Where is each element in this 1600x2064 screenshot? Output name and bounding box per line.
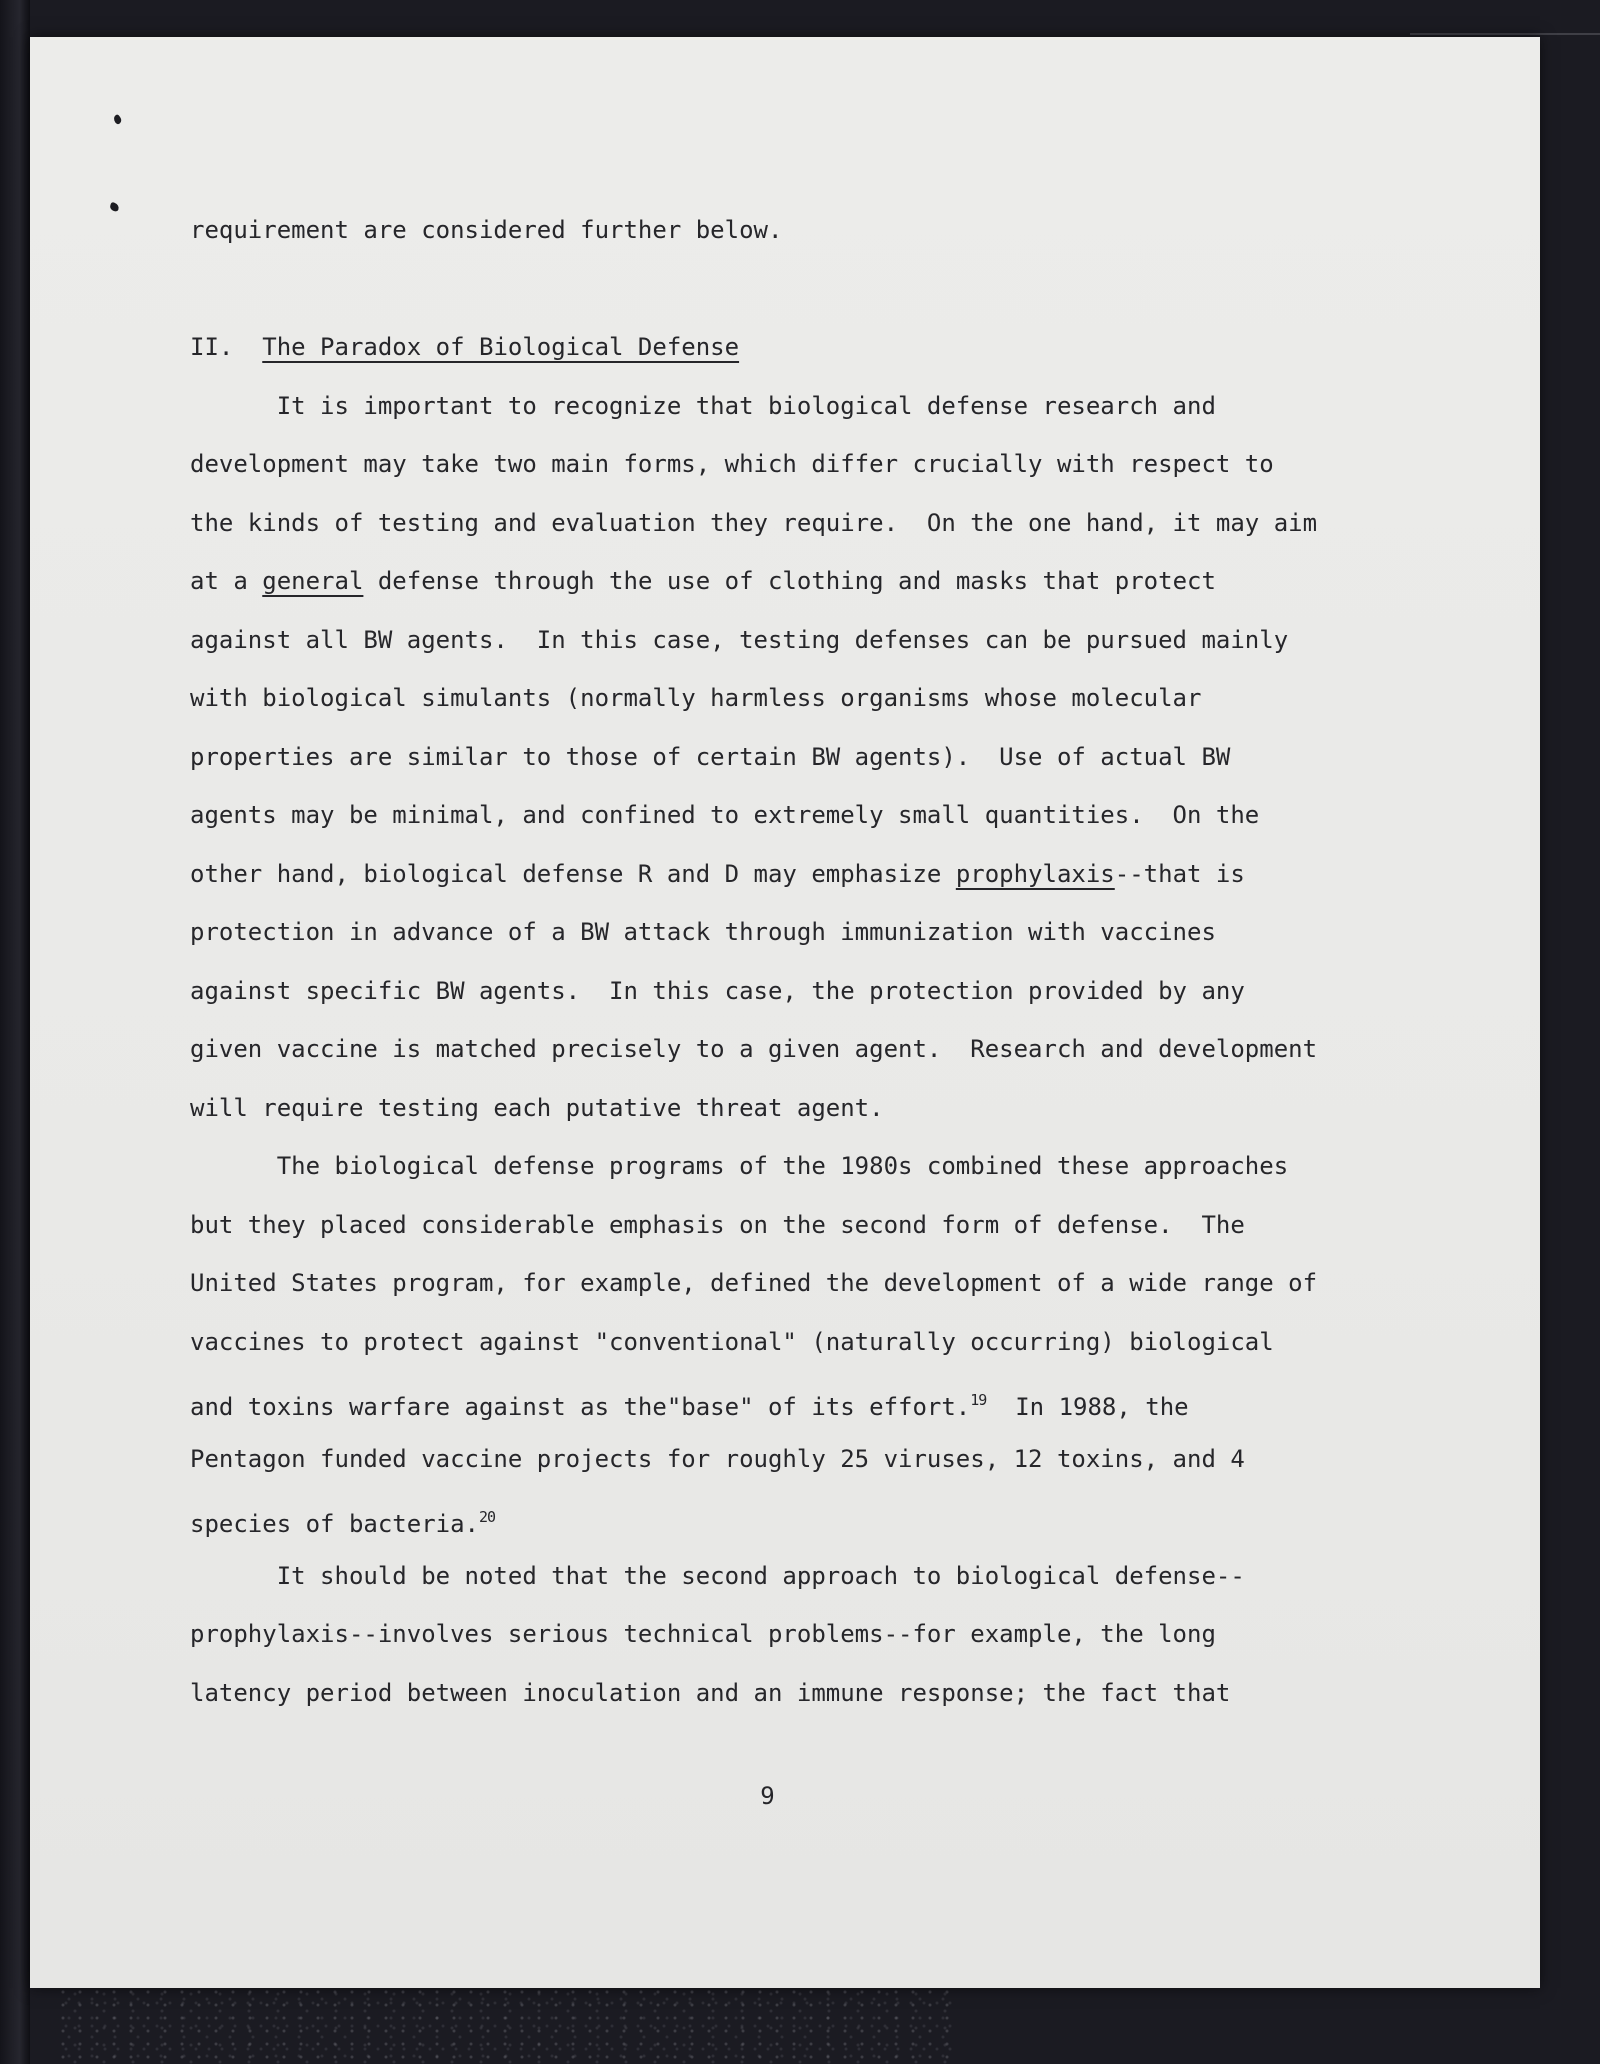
text-line: other hand, biological defense R and D may emphasize prophylaxis--that is — [190, 859, 1245, 888]
text-line: prophylaxis--involves serious technical problems--for example, the long — [190, 1620, 1216, 1648]
text-line: properties are similar to those of certain BW agents). Use of actual BW — [190, 742, 1231, 771]
text-line: United States program, for example, defined the development of a wide range of — [190, 1269, 1318, 1297]
text-line: agents may be minimal, and confined to extremely small quantities. On the — [190, 801, 1260, 829]
text-line: development may take two main forms, which differ crucially with respect to — [190, 450, 1274, 478]
text-line: latency period between inoculation and an immune response; the fact that — [190, 1678, 1231, 1707]
text-line: given vaccine is matched precisely to a given agent. Research and development — [190, 1035, 1318, 1063]
text-line: but they placed considerable emphasis on the second form of defense. The — [190, 1210, 1245, 1239]
page-number: 9 — [760, 1782, 775, 1810]
text-line: against all BW agents. In this case, testing defenses can be pursued mainly — [190, 625, 1289, 654]
ink-speck — [112, 114, 123, 125]
text-line: requirement are considered further below. — [190, 216, 783, 244]
text-line: against specific BW agents. In this case, the protection provided by any — [190, 976, 1245, 1005]
scan-bottom-noise — [60, 1988, 960, 2064]
paper-sheet — [30, 37, 1540, 1988]
text-line: protection in advance of a BW attack through immunization with vaccines — [190, 918, 1216, 946]
document-text — [190, 201, 1380, 1722]
text-line: It should be noted that the second approach to biological defense-- — [190, 1561, 1245, 1590]
text-line: will require testing each putative threat agent. — [190, 1093, 884, 1122]
backing-sheet-edge — [1410, 33, 1600, 35]
text-line: Pentagon funded vaccine projects for roughly 25 viruses, 12 toxins, and 4 — [190, 1444, 1245, 1473]
text-line: It is important to recognize that biological defense research and — [190, 391, 1216, 420]
ink-speck — [109, 202, 120, 213]
text-line: species of bacteria.$^{20}$ — [190, 1508, 496, 1538]
text-line: with biological simulants (normally harmless organisms whose molecular — [190, 684, 1202, 712]
text-line: II. The Paradox of Biological Defense — [190, 333, 740, 361]
text-line: The biological defense programs of the 1980s combined these approaches — [190, 1152, 1289, 1180]
text-line: the kinds of testing and evaluation they require. On the one hand, it may aim — [190, 508, 1318, 537]
text-line: and toxins warfare against as the"base" of its effort.$^{19}$ In 1988, the — [190, 1391, 1189, 1421]
scan-left-border — [0, 0, 30, 2064]
text-line — [190, 260, 1380, 319]
text-line: at a general defense through the use of clothing and masks that protect — [190, 567, 1216, 595]
text-line: vaccines to protect against "conventional" (naturally occurring) biological — [190, 1327, 1274, 1356]
